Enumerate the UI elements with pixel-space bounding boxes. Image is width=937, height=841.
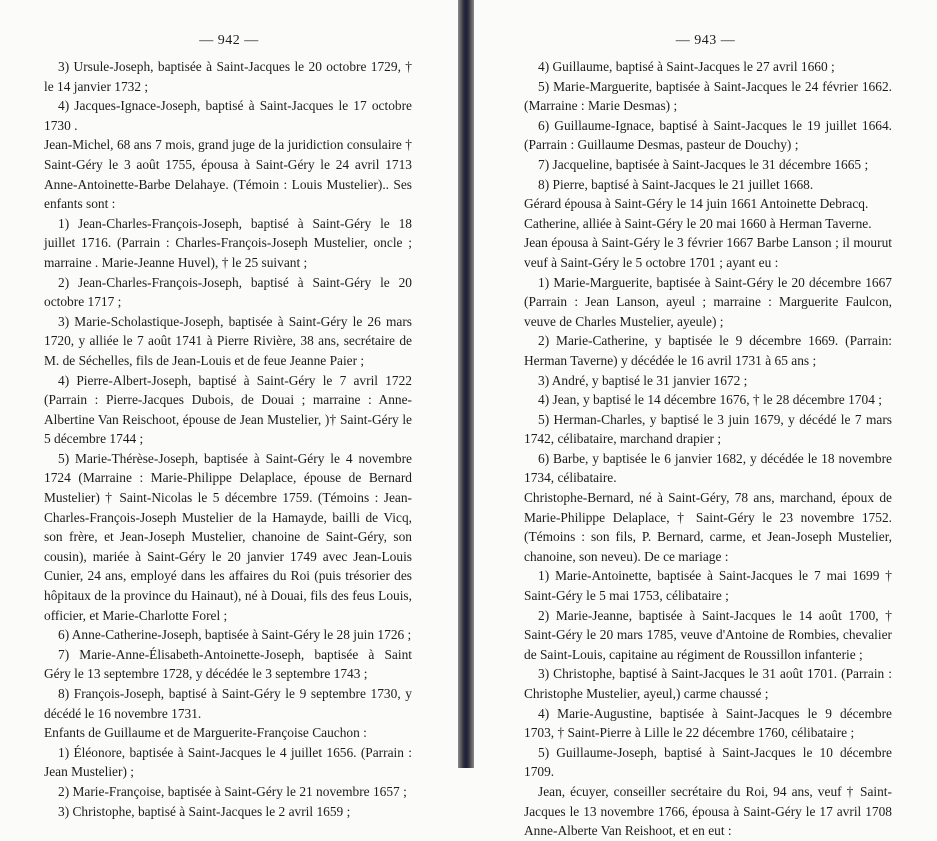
paragraph: 6) Barbe, y baptisée le 6 janvier 1682, y décédée le 18 novembre 1734, célibataire.	[524, 450, 892, 486]
paragraph: 3) Ursule-Joseph, baptisée à Saint-Jacques le 20 octobre 1729, † le 14 janvier 1732 ;	[44, 59, 412, 94]
paragraph: 4) Marie-Augustine, baptisée à Saint-Jacques le 9 décembre 1703, † Saint-Pierre à Lille le 22 décembre 1760, célibataire ;	[524, 705, 892, 741]
paragraph: 5) Marie-Thérèse-Joseph, baptisée à Saint-Géry le 4 novembre 1724 (Marraine : Marie-Philippe Delaplace, épouse de Bernard Mustelier) † Saint-Nicolas le 5 décembre 1759. (Témoins : Jean-Charles-François-Joseph Mustelier de la Hamayde, bailli de Vicq, son frère, et Jean-Joseph Mustelier, chanoine de Saint-Géry, son cousin), mariée à Saint-Géry le 20 janvier 1749 avec Jean-Louis Cunier, 24 ans, employé dans les affaires du Roi (puis trésorier des hôpitaux de la province du Hainaut), né à Douai, fils des feus Louis, officier, et Marie-Charlotte Forel ;	[44, 450, 412, 623]
paragraph: 8) François-Joseph, baptisé à Saint-Géry le 9 septembre 1730, y décédé le 16 novembre 1731.	[44, 686, 412, 721]
paragraph: Gérard épousa à Saint-Géry le 14 juin 1661 Antoinette Debracq.	[524, 196, 869, 212]
text-column	[44, 57, 412, 821]
paragraph: 3) Christophe, baptisé à Saint-Jacques le 2 avril 1659 ;	[58, 803, 351, 819]
paragraph: Christophe-Bernard, né à Saint-Géry, 78 ans, marchand, époux de Marie-Philippe Delaplace, † Saint-Géry le 23 novembre 1752. (Témoins : son fils, P. Bernard, carme, et Jean-Joseph Mustelier, chanoine, son neveu). De ce mariage :	[524, 490, 892, 564]
paragraph: 7) Marie-Anne-Élisabeth-Antoinette-Joseph, baptisée à Saint Géry le 13 septembre 1728, y décédée le 3 septembre 1743 ;	[44, 646, 412, 682]
page-number: — 943 —	[675, 33, 736, 48]
left-page	[0, 0, 458, 819]
paragraph: 4) Pierre-Albert-Joseph, baptisé à Saint-Géry le 7 avril 1722 (Parrain : Pierre-Jacques Dubois, de Douai ; marraine : Anne-Albertine Van Reischoot, épouse de Jean Mustelier, )† Saint-Géry le 5 décembre 1744 ;	[44, 372, 412, 447]
page-number: — 942 —	[199, 33, 259, 48]
right-page	[474, 0, 937, 839]
paragraph: 1) Marie-Antoinette, baptisée à Saint-Jacques le 7 mai 1699 † Saint-Géry le 5 mai 1753, célibataire ;	[524, 568, 892, 604]
paragraph: 3) André, y baptisé le 31 janvier 1672 ;	[538, 372, 748, 388]
paragraph: 4) Jacques-Ignace-Joseph, baptisé à Saint-Jacques le 17 octobre 1730 .	[44, 98, 412, 133]
paragraph: Jean-Michel, 68 ans 7 mois, grand juge de la juridiction consulaire † Saint-Géry le 3 août 1755, épousa à Saint-Géry le 24 avril 1713 Anne-Antoinette-Barbe Delahaye. (Témoin : Louis Mustelier).. Ses enfants sont :	[44, 137, 412, 212]
paragraph: 5) Guillaume-Joseph, baptisé à Saint-Jacques le 10 décembre 1709.	[524, 744, 892, 780]
paragraph: 2) Marie-Françoise, baptisée à Saint-Géry le 21 novembre 1657 ;	[58, 783, 407, 799]
paragraph: 3) Marie-Scholastique-Joseph, baptisée à Saint-Géry le 26 mars 1720, y alliée le 7 août 1741 à Pierre Rivière, 38 ans, secrétaire de M. de Séchelles, fils de Jean-Louis et de feue Jeanne Paier ;	[44, 313, 412, 368]
paragraph: 2) Marie-Jeanne, baptisée à Saint-Jacques le 14 août 1700, † Saint-Géry le 20 mars 1785, veuve d'Antoine de Rombies, chevalier de Saint-Louis, capitaine au régiment de Roussillon infanterie ;	[524, 607, 892, 662]
paragraph: 2) Marie-Catherine, y baptisée le 9 décembre 1669. (Parrain: Herman Taverne) y décédée le 16 avril 1731 à 65 ans ;	[524, 333, 892, 368]
paragraph: 6) Anne-Catherine-Joseph, baptisée à Saint-Géry le 28 juin 1726 ;	[58, 627, 412, 643]
paragraph: 4) Jean, y baptisé le 14 décembre 1676, † le 28 décembre 1704 ;	[538, 392, 882, 408]
paragraph: 3) Christophe, baptisé à Saint-Jacques le 31 août 1701. (Parrain : Christophe Mustelier, ayeul,) carme chaussé ;	[524, 666, 892, 701]
paragraph: Jean, écuyer, conseiller secrétaire du Roi, 94 ans, veuf † Saint-Jacques le 13 novembre 1766, épousa à Saint-Géry le 17 avril 1708 Anne-Alberte Van Reishoot, et en eut :	[524, 783, 892, 839]
paragraph: Jean épousa à Saint-Géry le 3 février 1667 Barbe Lanson ; il mourut veuf à Saint-Géry le 5 octobre 1701 ; ayant eu :	[524, 235, 892, 270]
paragraph: Enfants de Guillaume et de Marguerite-Françoise Cauchon :	[44, 725, 367, 741]
paragraph: 1) Jean-Charles-François-Joseph, baptisé à Saint-Géry le 18 juillet 1716. (Parrain : Charles-François-Joseph Mustelier, oncle ; marraine . Marie-Jeanne Huvel), † le 25 suivant ;	[44, 215, 412, 270]
paragraph: 5) Herman-Charles, y baptisé le 3 juin 1679, y décédé le 7 mars 1742, célibataire, marchand drapier ;	[524, 411, 892, 447]
paragraph: 5) Marie-Marguerite, baptisée à Saint-Jacques le 24 février 1662. (Marraine : Marie Desmas) ;	[524, 78, 892, 114]
paragraph: 7) Jacqueline, baptisée à Saint-Jacques le 31 décembre 1665 ;	[538, 156, 869, 172]
paragraph: 1) Éléonore, baptisée à Saint-Jacques le 4 juillet 1656. (Parrain : Jean Mustelier) ;	[44, 744, 412, 780]
paragraph: 8) Pierre, baptisé à Saint-Jacques le 21 juillet 1668.	[538, 176, 814, 192]
paragraph: Catherine, alliée à Saint-Géry le 20 mai 1660 à Herman Taverne.	[524, 215, 872, 231]
book-gutter	[458, 0, 474, 768]
paragraph: 1) Marie-Marguerite, baptisée à Saint-Géry le 20 décembre 1667 (Parrain : Jean Lanson, ayeul ; marraine : Marguerite Faulcon, veuve de Charles Mustelier, ayeule) ;	[524, 274, 892, 329]
text-column	[524, 57, 892, 841]
paragraph: 2) Jean-Charles-François-Joseph, baptisé à Saint-Géry le 20 octobre 1717 ;	[44, 274, 412, 310]
paragraph: 6) Guillaume-Ignace, baptisé à Saint-Jacques le 19 juillet 1664. (Parrain : Guillaume Desmas, pasteur de Douchy) ;	[524, 117, 892, 153]
paragraph: 4) Guillaume, baptisé à Saint-Jacques le 27 avril 1660 ;	[538, 59, 835, 74]
